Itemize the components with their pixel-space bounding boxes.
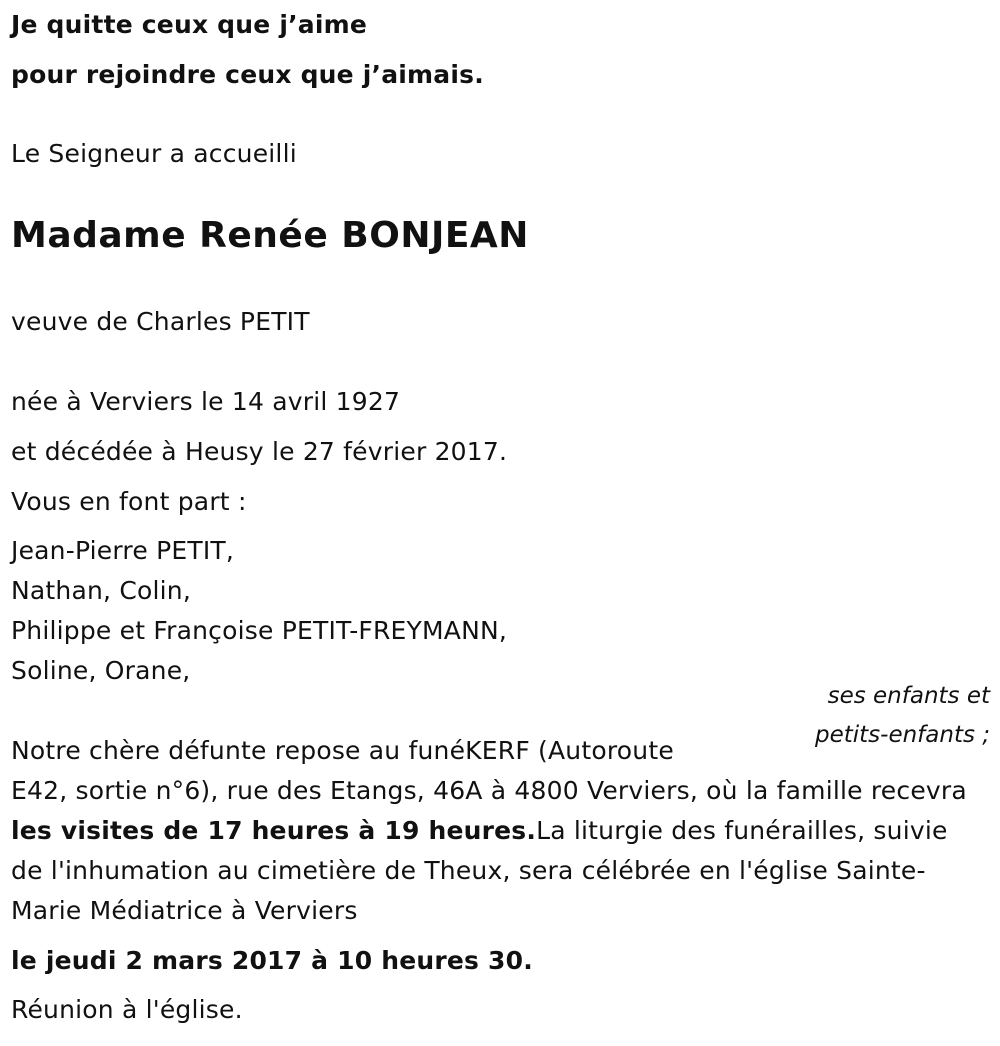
funeral-text-line-1: Notre chère défunte repose au funéKERF (Autoroute <box>11 736 674 765</box>
intro-text: Le Seigneur a accueilli <box>11 139 297 168</box>
family-role-line-2: petits-enfants ; <box>814 722 990 748</box>
family-member: Philippe et Françoise PETIT-FREYMANN, <box>11 616 508 645</box>
funeral-date-time: le jeudi 2 mars 2017 à 10 heures 30. <box>11 946 533 975</box>
family-member: Soline, Orane, <box>11 656 191 685</box>
widow-of-text: veuve de Charles PETIT <box>11 307 310 336</box>
announce-text: Vous en font part : <box>11 487 247 516</box>
meeting-text: Réunion à l'église. <box>11 995 243 1024</box>
family-member: Jean-Pierre PETIT, <box>11 536 235 565</box>
birth-text: née à Verviers le 14 avril 1927 <box>11 387 401 416</box>
funeral-paragraph <box>11 771 971 931</box>
visits-text: les visites de 17 heures à 19 heures. <box>11 816 537 845</box>
family-member: Nathan, Colin, <box>11 576 191 605</box>
deceased-name: Madame Renée BONJEAN <box>11 215 529 256</box>
funeral-text-body: E42, sortie n°6), rue des Etangs, 46A à 4800 Verviers, où la famille recevra <box>11 776 967 805</box>
epigraph-line-1: Je quitte ceux que j’aime <box>11 10 368 39</box>
death-text: et décédée à Heusy le 27 février 2017. <box>11 437 508 466</box>
liturgy-text: La liturgie des funérailles, suivie de l'inhumation au cimetière de Theux, sera célébrée en l'église Sainte-Marie Médiatrice à Verviers <box>11 816 948 925</box>
family-role-line-1: ses enfants et <box>827 683 990 709</box>
epigraph-line-2: pour rejoindre ceux que j’aimais. <box>11 60 484 89</box>
